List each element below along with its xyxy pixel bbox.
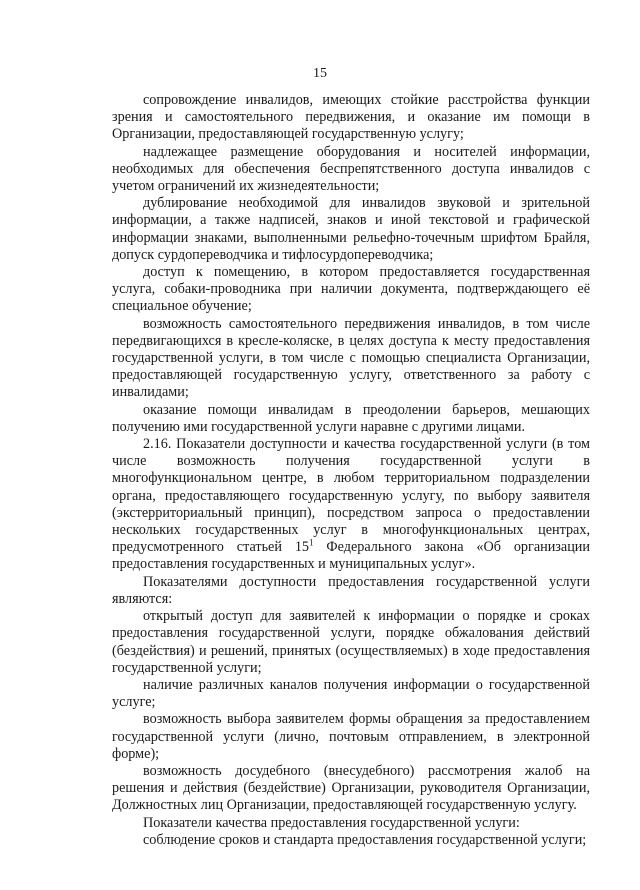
section-2-16-paragraph [112,436,590,574]
paragraph-guide-dog-access: доступ к помещению, в котором предоставляется государственная услуга, собаки-проводника при наличии документа, подтверждающего её специальное обучение; [112,264,590,315]
paragraph-escort-assistance: сопровождение инвалидов, имеющих стойкие расстройства функции зрения и самостоятельного передвижения, и оказание им помощи в Организации, предоставляющей государственную услугу; [112,92,590,143]
paragraph-info-channels: наличие различных каналов получения информации о государственной услуге; [112,676,590,711]
paragraph-deadline-compliance: соблюдение сроков и стандарта предоставления государственной услуги; [143,831,587,848]
paragraph-barrier-assistance: оказание помощи инвалидам в преодолении барьеров, мешающих получению ими государственной услуги наравне с другими лицами. [112,401,590,435]
paragraph-request-form-choice: возможность выбора заявителем формы обращения за предоставлением государственной услуги (лично, почтовым отправлением, в электронной форме); [112,711,590,762]
page-number: 15 [313,66,327,81]
document-body [112,92,590,849]
paragraph-quality-indicators-heading: Показатели качества предоставления государственной услуги: [143,814,520,831]
paragraph-accessibility-indicators-heading: Показателями доступности предоставления государственной услуги являются: [112,573,590,607]
paragraph-pretrial-appeal: возможность досудебного (внесудебного) рассмотрения жалоб на решения и действия (бездействие) Организации, руководителя Организации, Должностных лиц Организации, предоставляющей государственную услугу. [112,762,590,814]
section-2-16-law-reference: Федерального закона «Об организации предоставления государственных и муниципальных услуг». [112,539,590,573]
paragraph-equipment-placement: надлежащее размещение оборудования и носителей информации, необходимых для обеспечения беспрепятственного доступа инвалидов с учетом ограничений их жизнедеятельности; [112,143,590,195]
article-superscript: 1 [309,537,314,548]
paragraph-braille-duplication: дублирование необходимой для инвалидов звуковой и зрительной информации, а также надписей, знаков и иной текстовой и графической информации знаками, выполненными рельефно-точечным шрифтом Брайля, допуск сурдопереводчика и тифлосурдопереводчика; [112,195,590,263]
paragraph-independent-movement: возможность самостоятельного передвижения инвалидов, в том числе передвигающихся в кресле-коляске, в целях доступа к месту предоставления государственной услуги, в том числе с помощью специалиста Организации, предоставляющей государственную услугу, ответственного за работу с инвалидами; [112,315,590,401]
section-2-16-text: 2.16. Показатели доступности и качества государственной услуги (в том числе возможность получения государственной услуги в многофункциональном центре, в любом территориальном подразделении органа, предоставляющего государственную услугу, по выбору заявителя (экстерриториальный принцип), посредством запроса о предоставлении нескольких государственных услуг в многофункциональных центрах, предусмотренного статьей 15 [112,436,590,556]
paragraph-open-access-info: открытый доступ для заявителей к информации о порядке и сроках предоставления государственной услуги, порядке обжалования действий (бездействия) и решений, принятых (осуществляемых) в ходе предоставления государственной услуги; [112,608,590,676]
